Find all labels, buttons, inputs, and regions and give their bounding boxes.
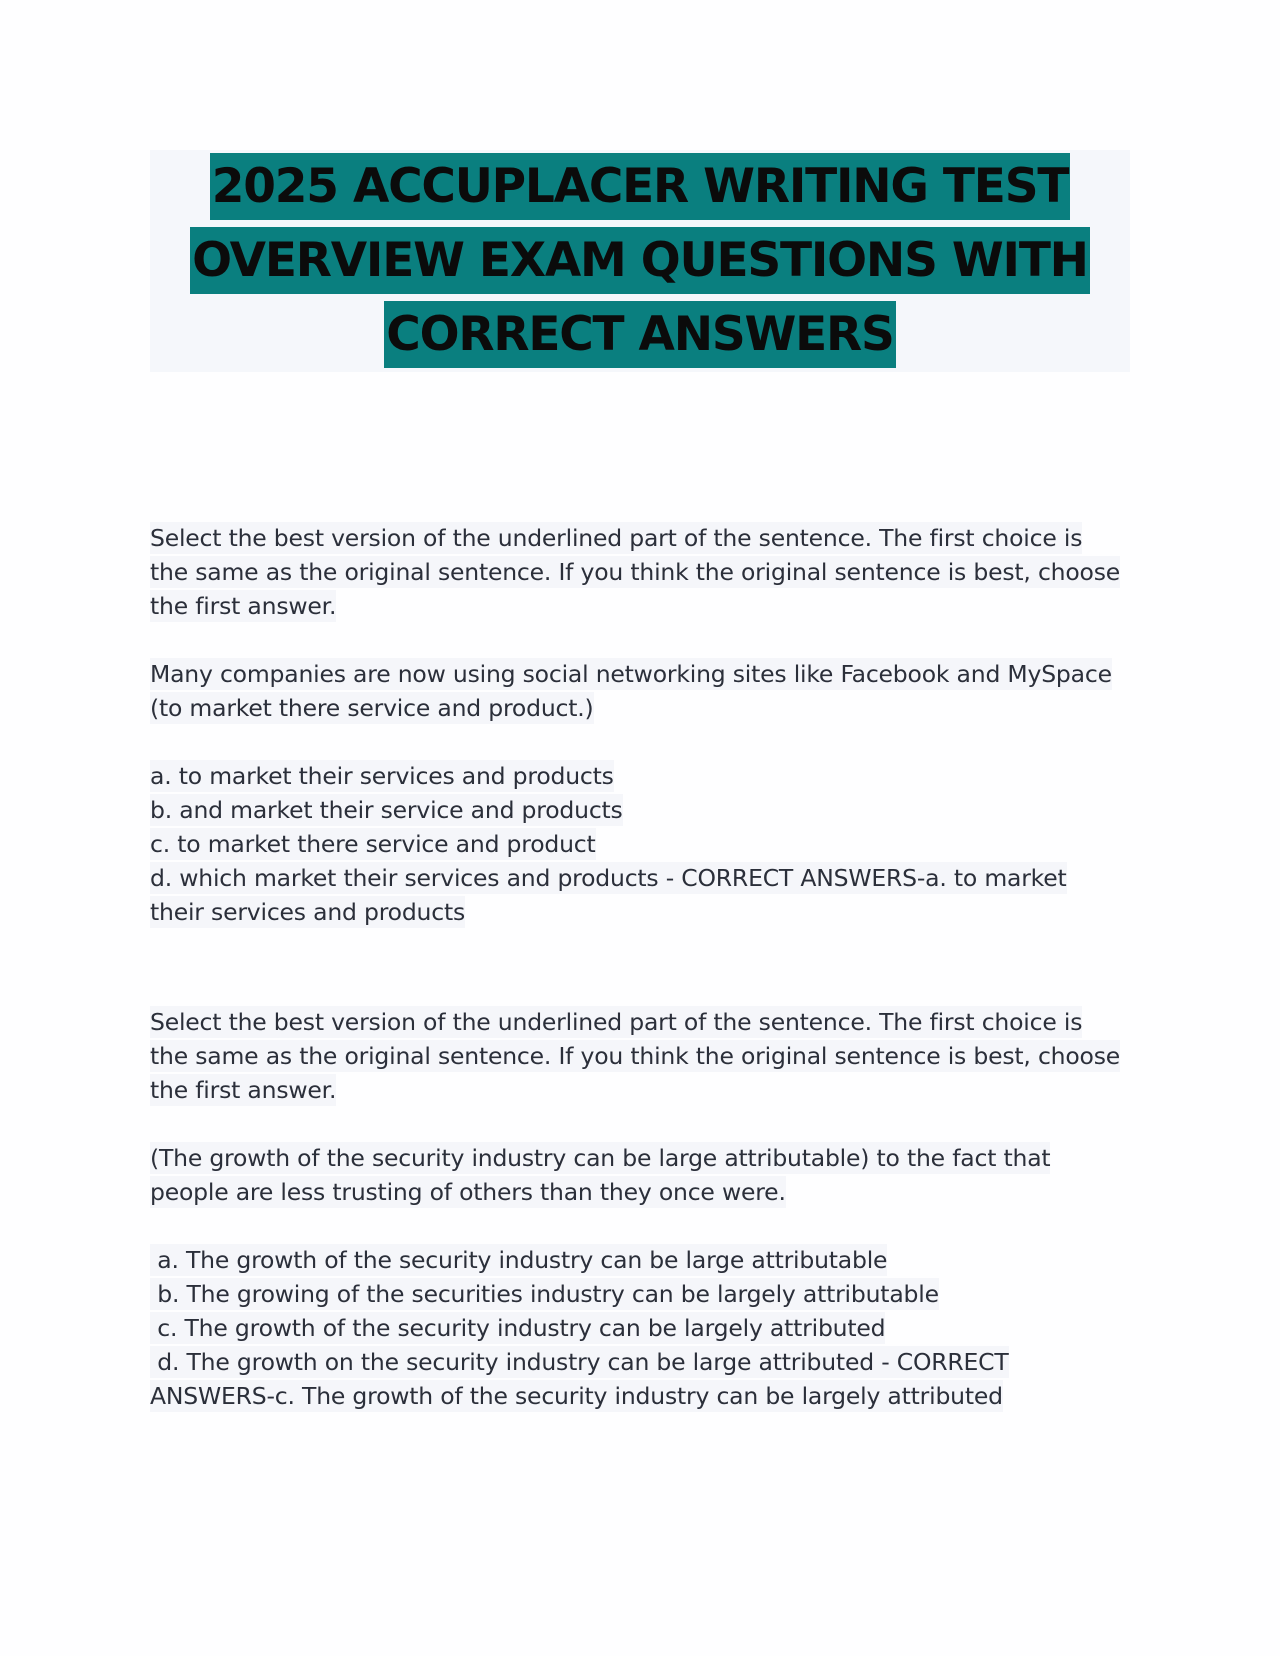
option-line: d. The growth on the security industry can be large attributed - CORRECT xyxy=(150,1348,1009,1376)
question-2-sentence xyxy=(150,1141,1140,1209)
text-line: Many companies are now using social networking sites like Facebook and MySpace xyxy=(150,660,1112,688)
option-line: d. which market their services and products - CORRECT ANSWERS-a. to market xyxy=(150,864,1067,892)
text-line: the first answer. xyxy=(150,1076,337,1104)
text-line: the same as the original sentence. If you think the original sentence is best, choose xyxy=(150,558,1121,586)
question-2-options xyxy=(150,1243,1140,1413)
title-line: 2025 ACCUPLACER WRITING TEST xyxy=(150,150,1130,224)
option-line: c. The growth of the security industry can be largely attributed xyxy=(150,1314,886,1342)
text-line: the same as the original sentence. If you think the original sentence is best, choose xyxy=(150,1042,1121,1070)
text-line: the first answer. xyxy=(150,592,337,620)
text-line: people are less trusting of others than they once were. xyxy=(150,1178,786,1206)
option-line: b. and market their service and products xyxy=(150,796,623,824)
option-line: c. to market there service and product xyxy=(150,830,596,858)
text-line: (to market there service and product.) xyxy=(150,694,594,722)
text-line: Select the best version of the underlined part of the sentence. The first choice is xyxy=(150,524,1083,552)
question-1-options xyxy=(150,759,1140,929)
question-2-instructions xyxy=(150,1005,1140,1107)
title-line: CORRECT ANSWERS xyxy=(150,298,1130,372)
text-line: (The growth of the security industry can be large attributable) to the fact that xyxy=(150,1144,1051,1172)
option-line: b. The growing of the securities industry can be largely attributable xyxy=(150,1280,939,1308)
question-1-sentence xyxy=(150,657,1140,725)
text-line: Select the best version of the underlined part of the sentence. The first choice is xyxy=(150,1008,1083,1036)
option-line: their services and products xyxy=(150,898,466,926)
option-line: a. to market their services and products xyxy=(150,762,614,790)
question-1-instructions xyxy=(150,521,1140,623)
option-line: a. The growth of the security industry can be large attributable xyxy=(150,1246,888,1274)
title-line: OVERVIEW EXAM QUESTIONS WITH xyxy=(150,224,1130,298)
option-line: ANSWERS-c. The growth of the security industry can be largely attributed xyxy=(150,1382,1003,1410)
document-title xyxy=(150,150,1130,372)
